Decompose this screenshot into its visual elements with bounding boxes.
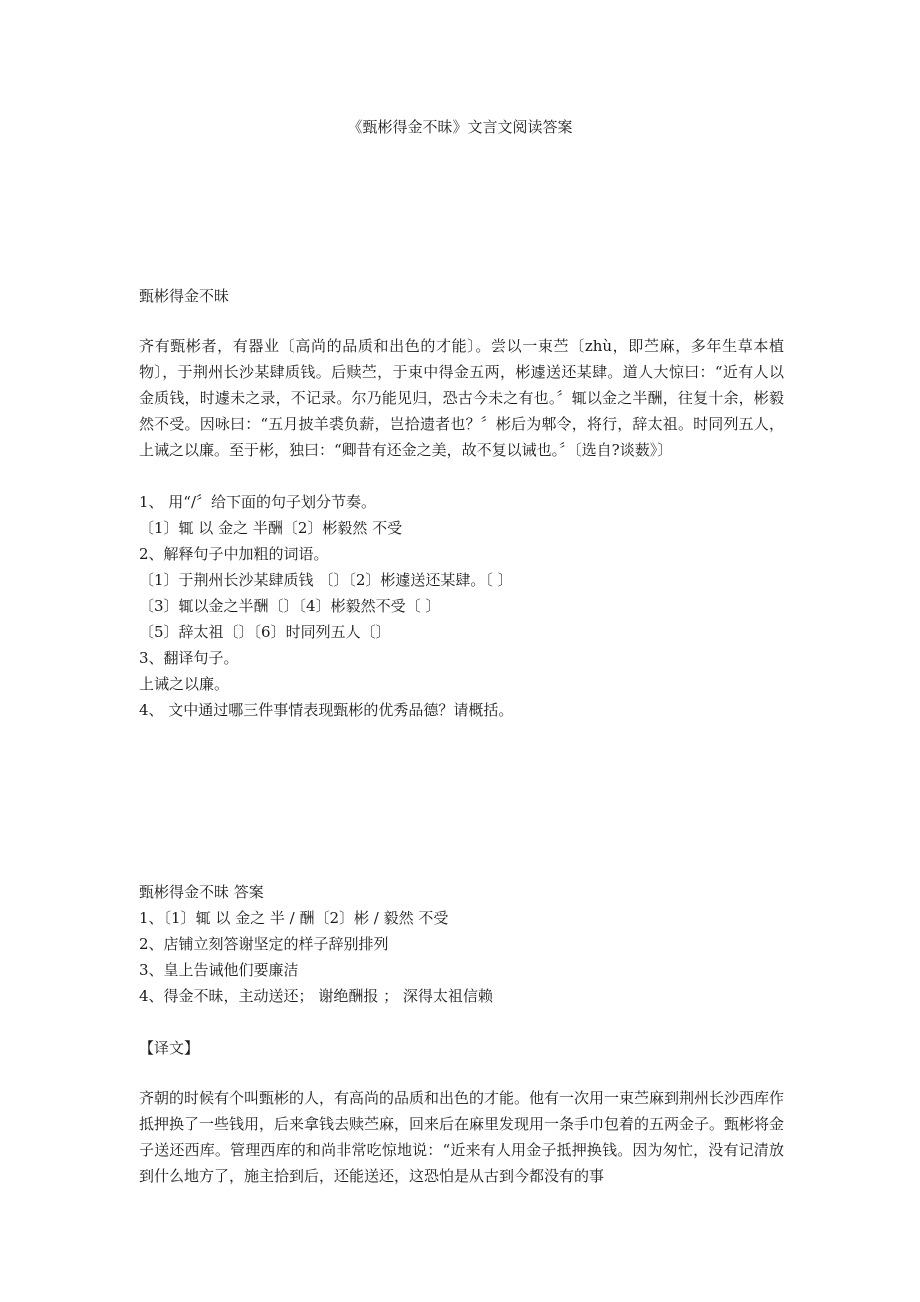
- answer-heading: 甄彬得金不昧 答案: [139, 883, 264, 901]
- answer-1: 1、〔1〕辄 以 金之 半 / 酬〔2〕彬 / 毅然 不受: [139, 909, 449, 927]
- question-1: 1、 用“/〞给下面的句子划分节奏。: [139, 493, 377, 511]
- answer-4: 4、得金不昧，主动送还； 谢绝酬报 ； 深得太祖信赖: [139, 987, 493, 1005]
- question-3-sentence: 上诫之以廉。: [139, 675, 230, 693]
- question-2-items-c: 〔5〕辞太祖〔〕〔6〕时同列五人〔〕: [139, 623, 391, 641]
- question-2-items-a: 〔1〕于荆州长沙某肆质钱 〔〕〔2〕彬遽送还某肆。〔 〕: [139, 571, 513, 589]
- answer-2: 2、店铺立刻答谢坚定的样子辞别排列: [139, 935, 389, 953]
- document-title: 《甄彬得金不昧》文言文阅读答案: [347, 118, 573, 136]
- question-2: 2、解释句子中加粗的词语。: [139, 545, 329, 563]
- question-1-items: 〔1〕辄 以 金之 半酬〔2〕彬毅然 不受: [139, 519, 403, 537]
- section-heading: 甄彬得金不昧: [139, 287, 230, 305]
- question-3: 3、翻译句子。: [139, 649, 239, 667]
- question-4: 4、 文中通过哪三件事情表现甄彬的优秀品德？请概括。: [139, 701, 514, 719]
- classical-passage: 齐有甄彬者，有器业〔高尚的品质和出色的才能〕。尝以一束苎〔zhù，即苎麻，多年生草本植物〕，于荆州长沙某肆质钱。后赎苎，于束中得金五两，彬遽送还某肆。道人大惊曰：“近有人以金质钱，时遽未之录，不记录。尔乃能见归，恐古今未之有也。〞辄以金之半酬，往复十余，彬毅然不受。因咏曰：“五月披羊裘负薪，岂拾遗者也？〞彬后为郫令，将行，辞太祖。时同列五人，上诫之以廉。至于彬，独曰：“卿昔有还金之美，故不复以诫也。〞〔选自?谈薮》〕: [139, 337, 784, 459]
- translation-heading: 【译文】: [139, 1039, 200, 1057]
- answer-3: 3、皇上告诫他们要廉洁: [139, 961, 299, 979]
- question-2-items-b: 〔3〕辄以金之半酬〔〕〔4〕彬毅然不受〔 〕: [139, 597, 441, 615]
- translation-text: 齐朝的时候有个叫甄彬的人，有高尚的品质和出色的才能。他有一次用一束苎麻到荆州长沙西库作抵押换了一些钱用，后来拿钱去赎苎麻，回来后在麻里发现用一条手巾包着的五两金子。甄彬将金子送还西库。管理西库的和尚非常吃惊地说：“近来有人用金子抵押换钱。因为匆忙，没有记清放到什么地方了，施主拾到后，还能送还，这恐怕是从古到今都没有的事: [139, 1089, 785, 1185]
